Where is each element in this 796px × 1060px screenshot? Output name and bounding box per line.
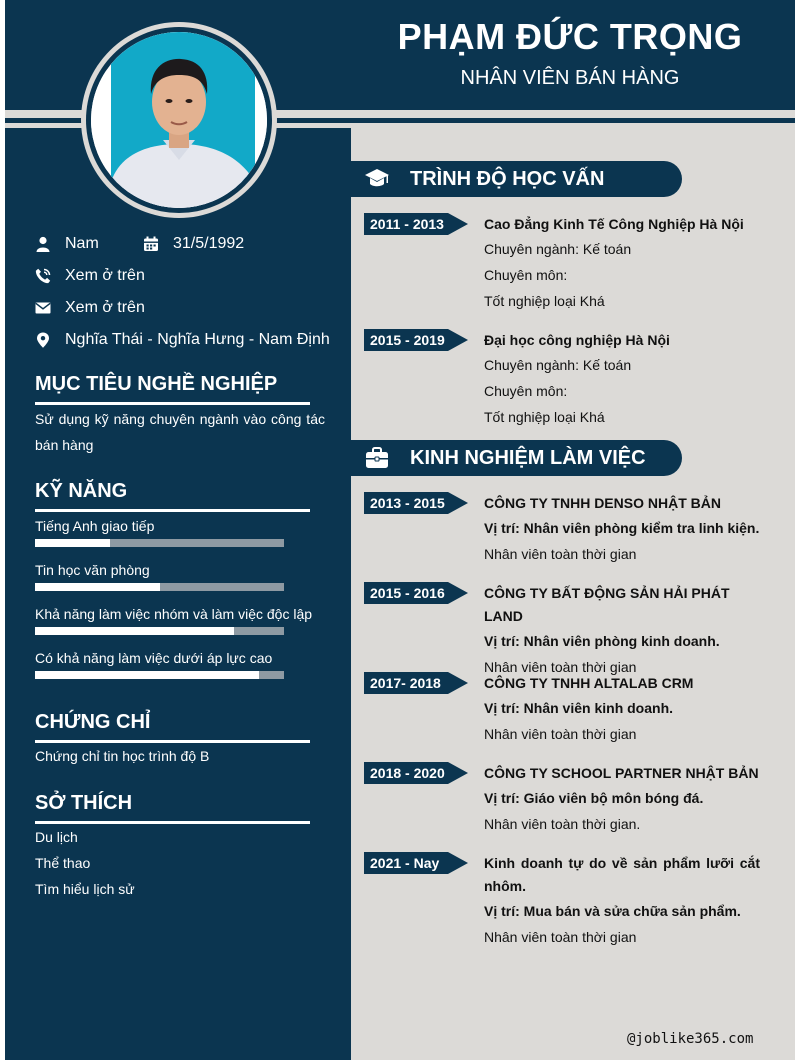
skill-bar-track bbox=[35, 583, 284, 591]
date-arrow bbox=[448, 672, 468, 694]
experience-date: 2015 - 2016 bbox=[364, 582, 448, 604]
hobby-item: Thể thao bbox=[35, 855, 91, 871]
position: Vị trí: Mua bán và sửa chữa sản phẩm. bbox=[484, 903, 741, 919]
company-name: CÔNG TY BẤT ĐỘNG SẢN HẢI PHÁT LAND bbox=[484, 585, 730, 624]
experience-date: 2021 - Nay bbox=[364, 852, 448, 874]
calendar-icon bbox=[143, 236, 159, 252]
skill-label: Tin học văn phòng bbox=[35, 562, 150, 578]
company-name: Kinh doanh tự do về sản phẩm lưỡi cắt nhôm. bbox=[484, 855, 760, 894]
hobby-item: Tìm hiểu lịch sử bbox=[35, 881, 135, 897]
contact-birthday bbox=[143, 232, 244, 256]
experience-entry bbox=[484, 492, 760, 567]
employment-type: Nhân viên toàn thời gian bbox=[484, 546, 637, 562]
contact-email bbox=[35, 296, 145, 320]
date-arrow bbox=[448, 582, 468, 604]
cv-page bbox=[5, 0, 795, 1060]
briefcase-icon bbox=[364, 445, 390, 471]
mail-icon bbox=[35, 300, 51, 316]
date-arrow bbox=[448, 762, 468, 784]
skill-label: Tiếng Anh giao tiếp bbox=[35, 518, 155, 534]
objective-rule bbox=[35, 402, 310, 405]
experience-date: 2017- 2018 bbox=[364, 672, 448, 694]
education-date: 2015 - 2019 bbox=[364, 329, 448, 351]
contact-phone bbox=[35, 264, 145, 288]
education-date-tag bbox=[364, 329, 468, 351]
experience-date-tag bbox=[364, 852, 468, 874]
employment-type: Nhân viên toàn thời gian bbox=[484, 929, 637, 945]
avatar-photo bbox=[91, 32, 267, 208]
candidate-name: PHẠM ĐỨC TRỌNG bbox=[397, 16, 743, 57]
school-name: Đại học công nghiệp Hà Nội bbox=[484, 332, 670, 348]
skill-label: Khả năng làm việc nhóm và làm việc độc lập bbox=[35, 606, 313, 622]
position: Vị trí: Nhân viên phòng kiểm tra linh kiện. bbox=[484, 520, 760, 536]
position: Vị trí: Giáo viên bộ môn bóng đá. bbox=[484, 790, 704, 806]
skill-bar-fill bbox=[35, 671, 259, 679]
education-date: 2011 - 2013 bbox=[364, 213, 448, 235]
company-name: CÔNG TY TNHH DENSO NHẬT BẢN bbox=[484, 495, 721, 511]
hobbies-rule bbox=[35, 821, 310, 824]
skill-label: Có khả năng làm việc dưới áp lực cao bbox=[35, 650, 273, 666]
school-name: Cao Đẳng Kinh Tế Công Nghiệp Hà Nội bbox=[484, 216, 744, 232]
result: Tốt nghiệp loại Khá bbox=[484, 409, 605, 425]
experience-entry bbox=[484, 582, 760, 680]
experience-date-tag bbox=[364, 582, 468, 604]
result: Tốt nghiệp loại Khá bbox=[484, 293, 605, 309]
objective-heading: MỤC TIÊU NGHỀ NGHIỆP bbox=[35, 373, 278, 395]
skill-bar-track bbox=[35, 671, 284, 679]
phone-icon bbox=[35, 268, 51, 284]
skills-heading: KỸ NĂNG bbox=[35, 480, 128, 502]
date-arrow bbox=[448, 492, 468, 514]
graduation-cap-icon bbox=[364, 166, 390, 192]
hobbies-heading: SỞ THÍCH bbox=[35, 792, 133, 814]
employment-type: Nhân viên toàn thời gian. bbox=[484, 816, 641, 832]
skill-bar-fill bbox=[35, 627, 234, 635]
watermark: @joblike365.com bbox=[627, 1031, 754, 1047]
birthday-value: 31/5/1992 bbox=[173, 235, 245, 252]
experience-banner bbox=[351, 440, 682, 476]
certificates-rule bbox=[35, 740, 310, 743]
phone-value: Xem ở trên bbox=[65, 267, 145, 284]
experience-date: 2018 - 2020 bbox=[364, 762, 448, 784]
gender-value: Nam bbox=[65, 235, 99, 252]
user-icon bbox=[35, 236, 51, 252]
employment-type: Nhân viên toàn thời gian bbox=[484, 659, 637, 675]
position: Vị trí: Nhân viên phòng kinh doanh. bbox=[484, 633, 720, 649]
education-entry bbox=[484, 329, 760, 430]
skill-bar-track bbox=[35, 539, 284, 547]
specialty: Chuyên môn: bbox=[484, 267, 568, 283]
major: Chuyên ngành: Kế toán bbox=[484, 357, 632, 373]
sidebar bbox=[5, 128, 351, 1060]
education-date-tag bbox=[364, 213, 468, 235]
objective-text: Sử dụng kỹ năng chuyên ngành vào công tác bán hàng bbox=[35, 411, 325, 453]
position: Vị trí: Nhân viên kinh doanh. bbox=[484, 700, 674, 716]
experience-date: 2013 - 2015 bbox=[364, 492, 448, 514]
experience-entry bbox=[484, 852, 760, 950]
skill-bar-fill bbox=[35, 583, 160, 591]
contact-address bbox=[35, 328, 330, 352]
education-banner bbox=[351, 161, 682, 197]
experience-date-tag bbox=[364, 672, 468, 694]
experience-entry bbox=[484, 762, 760, 837]
email-value: Xem ở trên bbox=[65, 299, 145, 316]
experience-heading: KINH NGHIỆM LÀM VIỆC bbox=[410, 446, 646, 469]
education-entry bbox=[484, 213, 760, 314]
date-arrow bbox=[448, 213, 468, 235]
experience-date-tag bbox=[364, 492, 468, 514]
skills-rule bbox=[35, 509, 310, 512]
contact-gender bbox=[35, 232, 99, 256]
specialty: Chuyên môn: bbox=[484, 383, 568, 399]
skill-bar-track bbox=[35, 627, 284, 635]
skill-bar-fill bbox=[35, 539, 110, 547]
certificates-heading: CHỨNG CHỈ bbox=[35, 711, 151, 733]
certificate-item: Chứng chỉ tin học trình độ B bbox=[35, 748, 210, 764]
employment-type: Nhân viên toàn thời gian bbox=[484, 726, 637, 742]
experience-date-tag bbox=[364, 762, 468, 784]
address-value: Nghĩa Thái - Nghĩa Hưng - Nam Định bbox=[65, 331, 330, 348]
company-name: CÔNG TY SCHOOL PARTNER NHẬT BẢN bbox=[484, 765, 759, 781]
hobby-item: Du lịch bbox=[35, 829, 78, 845]
job-title: NHÂN VIÊN BÁN HÀNG bbox=[460, 67, 680, 89]
major: Chuyên ngành: Kế toán bbox=[484, 241, 632, 257]
location-pin-icon bbox=[35, 332, 51, 348]
experience-entry bbox=[484, 672, 760, 747]
date-arrow bbox=[448, 852, 468, 874]
date-arrow bbox=[448, 329, 468, 351]
company-name: CÔNG TY TNHH ALTALAB CRM bbox=[484, 675, 694, 691]
avatar bbox=[91, 32, 267, 208]
education-heading: TRÌNH ĐỘ HỌC VẤN bbox=[410, 167, 605, 190]
